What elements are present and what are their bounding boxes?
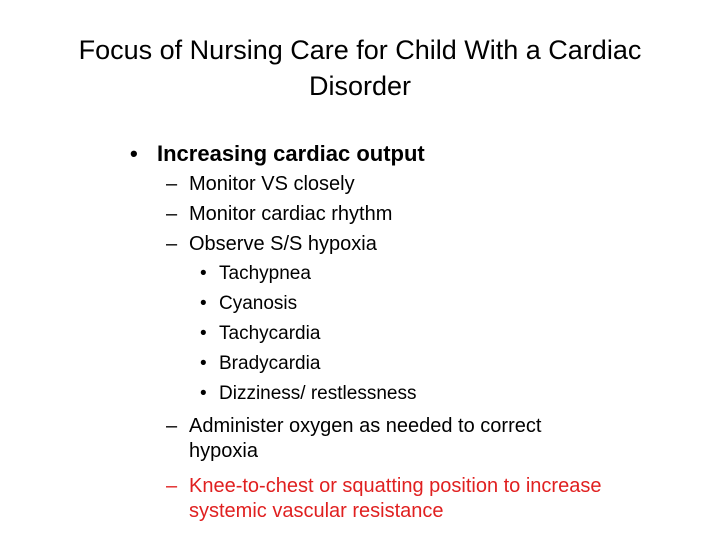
sign-tachypnea: Tachypnea [219, 263, 311, 284]
sign-bradycardia: Bradycardia [219, 353, 321, 374]
dash-marker: – [166, 415, 178, 437]
position-line-2: systemic vascular resistance [189, 500, 444, 522]
dash-marker: – [166, 173, 178, 195]
sign-dizziness: Dizziness/ restlessness [219, 383, 417, 404]
slide-title-line-2: Disorder [308, 71, 412, 101]
dash-marker: – [166, 203, 178, 225]
sign-cyanosis: Cyanosis [219, 293, 298, 314]
sub-item-monitor-rhythm: Monitor cardiac rhythm [189, 203, 393, 225]
oxygen-line-2: hypoxia [189, 440, 258, 462]
slide-title-line-1: Focus of Nursing Care for Child With a Cardiac [78, 35, 642, 65]
position-line-1: Knee-to-chest or squatting position to increase [189, 475, 602, 497]
bullet-marker: • [200, 353, 207, 374]
sub-item-monitor-vs: Monitor VS closely [189, 173, 355, 195]
sign-tachycardia: Tachycardia [219, 323, 321, 344]
dash-marker: – [166, 475, 178, 497]
sub-item-observe-hypoxia: Observe S/S hypoxia [189, 233, 377, 255]
bullet-marker: • [200, 263, 207, 284]
bullet-marker: • [200, 293, 207, 314]
main-bullet-text: Increasing cardiac output [157, 141, 425, 166]
dash-marker: – [166, 233, 178, 255]
bullet-marker: • [200, 323, 207, 344]
oxygen-line-1: Administer oxygen as needed to correct [189, 415, 542, 437]
bullet-marker: • [130, 141, 138, 166]
bullet-marker: • [200, 383, 207, 404]
